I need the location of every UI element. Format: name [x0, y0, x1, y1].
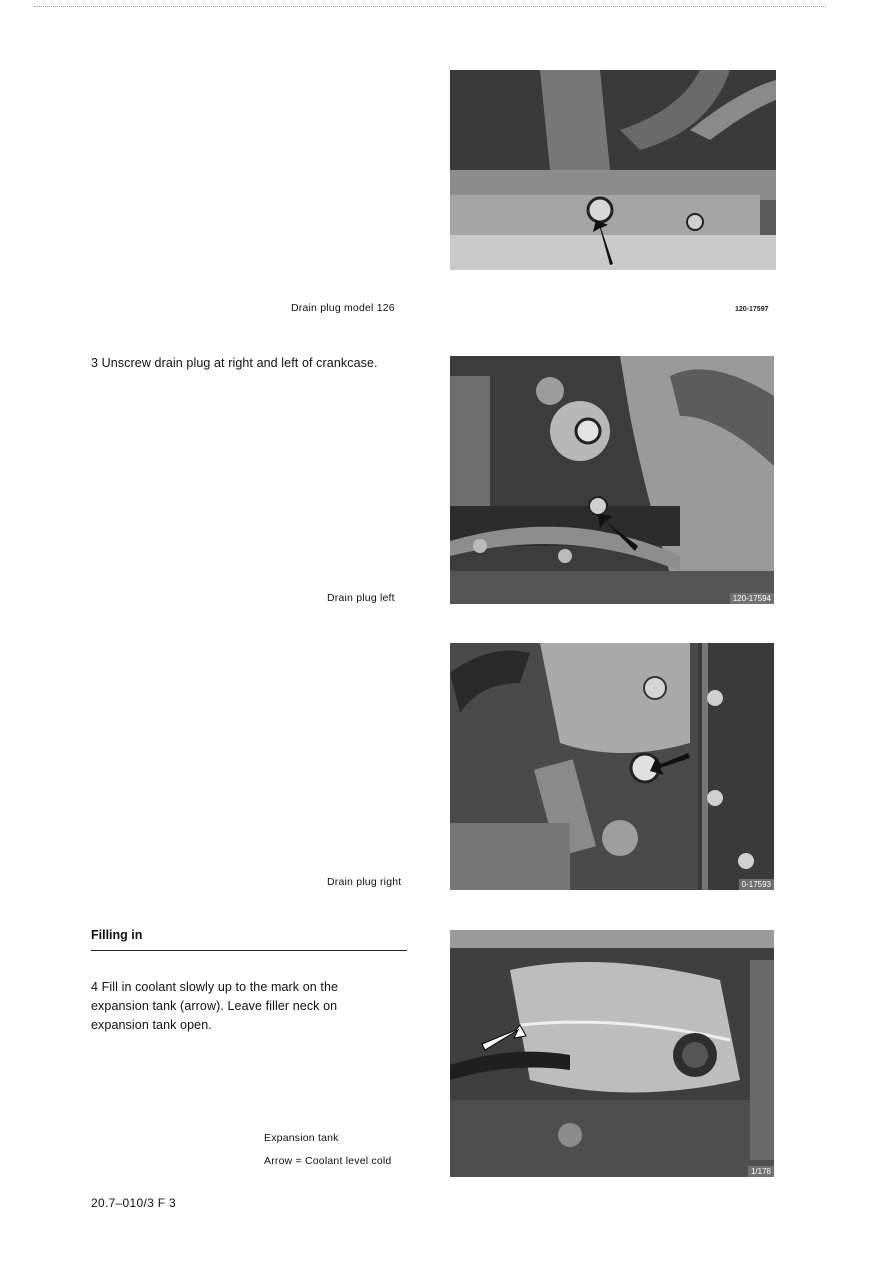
- page-code-footer: 20.7–010/3 F 3: [91, 1196, 176, 1210]
- caption-expansion-tank: Expansion tank: [264, 1132, 339, 1144]
- caption-arrow-coolant-level: Arrow = Coolant level cold: [264, 1155, 392, 1167]
- caption-drain-plug-left: Drain plug left: [327, 592, 395, 604]
- caption-drain-plug-model-126: Drain plug model 126: [291, 302, 395, 314]
- step-4-text: 4 Fill in coolant slowly up to the mark on the expansion tank (arrow). Leave filler neck on expansion tank open.: [91, 980, 339, 1032]
- photo-drain-plug-left: [450, 356, 774, 604]
- photo-ref-number: 1/178: [748, 1166, 774, 1177]
- heading-underline: [91, 950, 407, 951]
- top-dotted-rule: [34, 6, 826, 7]
- section-heading-filling-in: Filling in: [91, 928, 143, 942]
- step-3-text: 3 Unscrew drain plug at right and left of crankcase.: [91, 356, 378, 370]
- photo-ref-number: 0-17593: [739, 879, 774, 890]
- photo-drain-plug-right: [450, 643, 774, 890]
- photo-drain-plug-model-126: [450, 70, 776, 270]
- photo-ref-number: 120-17594: [730, 593, 774, 604]
- photo-expansion-tank: [450, 930, 774, 1177]
- photo-ref-number: 120-17597: [735, 306, 769, 313]
- caption-drain-plug-right: Drain plug right: [327, 876, 402, 888]
